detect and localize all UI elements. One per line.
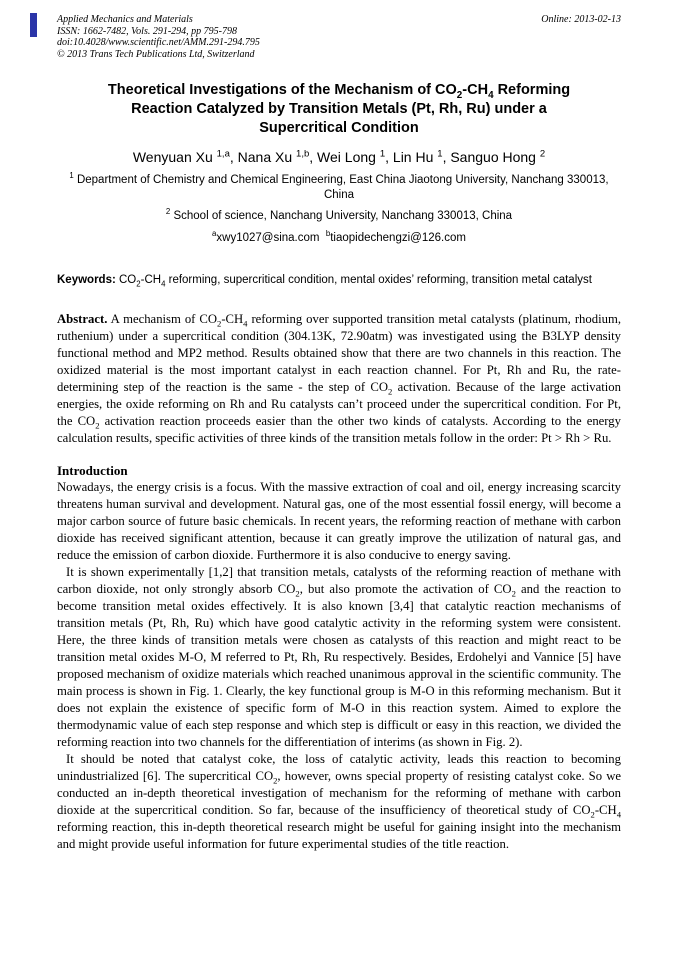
doi-line: doi:10.4028/www.scientific.net/AMM.291-294.795 — [57, 37, 260, 49]
online-date: Online: 2013-02-13 — [541, 14, 621, 25]
introduction-paragraph-2: It is shown experimentally [1,2] that transition metals, catalysts of the reforming reaction of methane with carbon dioxide, not only strongly absorb $CO_2$, but also promote the activation of $CO_2$ and the reaction to become transition metal oxides effectively. It is also known [3,4] that catalytic reaction mechanisms of transition metals (Pt, Rh, Ru) which have good catalytic activity in the reforming system were consistent. Here, the three kinds of transition metals were chosen as catalysts of this reaction and might react to be transition metal oxides M-O, M referred to Pt, Rh, Ru respectively. Besides, Erdohelyi and Vannice [5] have proposed mechanism of oxidize materials which reached unanimous approval in the scientific community. The main process is shown in Fig. 1. Clearly, the key functional group is M-O in this reforming mechanism. But it does not explain the existence of specific form of M-O in this reaction system. Aimed to explore the thermodynamic value of each step response and which step is difficult or easy in this reaction, we divided the reforming reaction into two channels for the differentiation of interims (as shown in Fig. 2). — [57, 565, 621, 750]
journal-name: Applied Mechanics and Materials — [57, 14, 193, 25]
authors-line: Wenyuan Xu $^{1,a}$, Nana Xu $^{1,b}$, Wei Long $^1$, Lin Hu $^1$, Sanguo Hong $^2$ — [132, 148, 546, 166]
introduction-heading: Introduction — [57, 463, 128, 479]
keywords-text: $CO_2-CH_4$ reforming, supercritical condition, mental oxides’ reforming, transition metal catalyst — [119, 274, 592, 289]
publication-header — [57, 14, 621, 60]
paper-title: Theoretical Investigations of the Mechanism of $CO_2-CH_4$ Reforming Reaction Catalyzed by Transition Metals (Pt, Rh, Ru) under a Supercritical Condition — [107, 82, 571, 137]
affiliation-2: $^2$ School of science, Nanchang University, Nanchang 330013, China — [165, 207, 513, 223]
publication-info — [57, 14, 260, 60]
author-emails: $^a$xwy1027@sina.com $^b$tiaopidechengzi@126.com — [212, 229, 466, 244]
copyright-line: © 2013 Trans Tech Publications Ltd, Switzerland — [57, 48, 255, 60]
keywords-block — [57, 273, 621, 288]
margin-annotation-marker — [30, 13, 37, 37]
abstract-label: Abstract. — [57, 312, 108, 327]
keywords-label: Keywords: — [57, 274, 116, 287]
abstract-block — [57, 311, 621, 447]
introduction-paragraph-3: It should be noted that catalyst coke, the loss of catalytic activity, leads this reaction to becoming unindustrialized [6]. The supercritical $CO_2$, however, owns special property of resisting catalyst coke. So we conducted an in-depth theoretical investigation of mechanism for the reforming of methane with carbon dioxide at the supercritical condition. So far, because of the insufficiency of theoretical study of $CO_2-CH_4$ reforming reaction, this in-depth theoretical research might be useful for gaining insight into the mechanism and might provide useful information for future experimental studies of the title reaction. — [57, 752, 622, 852]
issn-volume-pages: ISSN: 1662-7482, Vols. 291-294, pp 795-798 — [57, 25, 237, 37]
introduction-paragraph-1: Nowadays, the energy crisis is a focus. With the massive extraction of coal and oil, energy increasing scarcity threatens human survival and development. Natural gas, one of the most essential fossil energy, will become a major carbon source of future basic chemicals. In recent years, the reforming reaction of methane with carbon dioxide has received significant attention, because it can greatly improve the utilization of natural gas, and reduce the emission of carbon dioxide. Furthermore it is also conducive to energy saving. — [57, 480, 621, 563]
affiliation-1: $^1$ Department of Chemistry and Chemical Engineering, East China Jiaotong University, Nanchang 330013, China — [69, 171, 609, 201]
abstract-text: A mechanism of $CO_2-CH_4$ reforming over supported transition metal catalysts (platinum, rhodium, ruthenium) under a supercritical condition (304.13K, 72.90atm) was investigated using the B3LYP density functional method and MP2 method. Results obtained show that there are two channels in this reaction. The oxidized material is the most important catalyst in each reaction channel. For Pt, Rh and Ru, the rate-determining step of the reaction is the same - the step of $CO_2$ activation. Because of the large activation energies, the oxide reforming on Rh and Ru catalysts can’t proceed under the supercritical condition. For Pt, the $CO_2$ activation reaction proceeds easier than the other two kinds of catalysts. According to the energy calculation results, specific activities of three kinds of the transition metals follow in the order: Pt > Rh > Ru. — [57, 312, 621, 446]
